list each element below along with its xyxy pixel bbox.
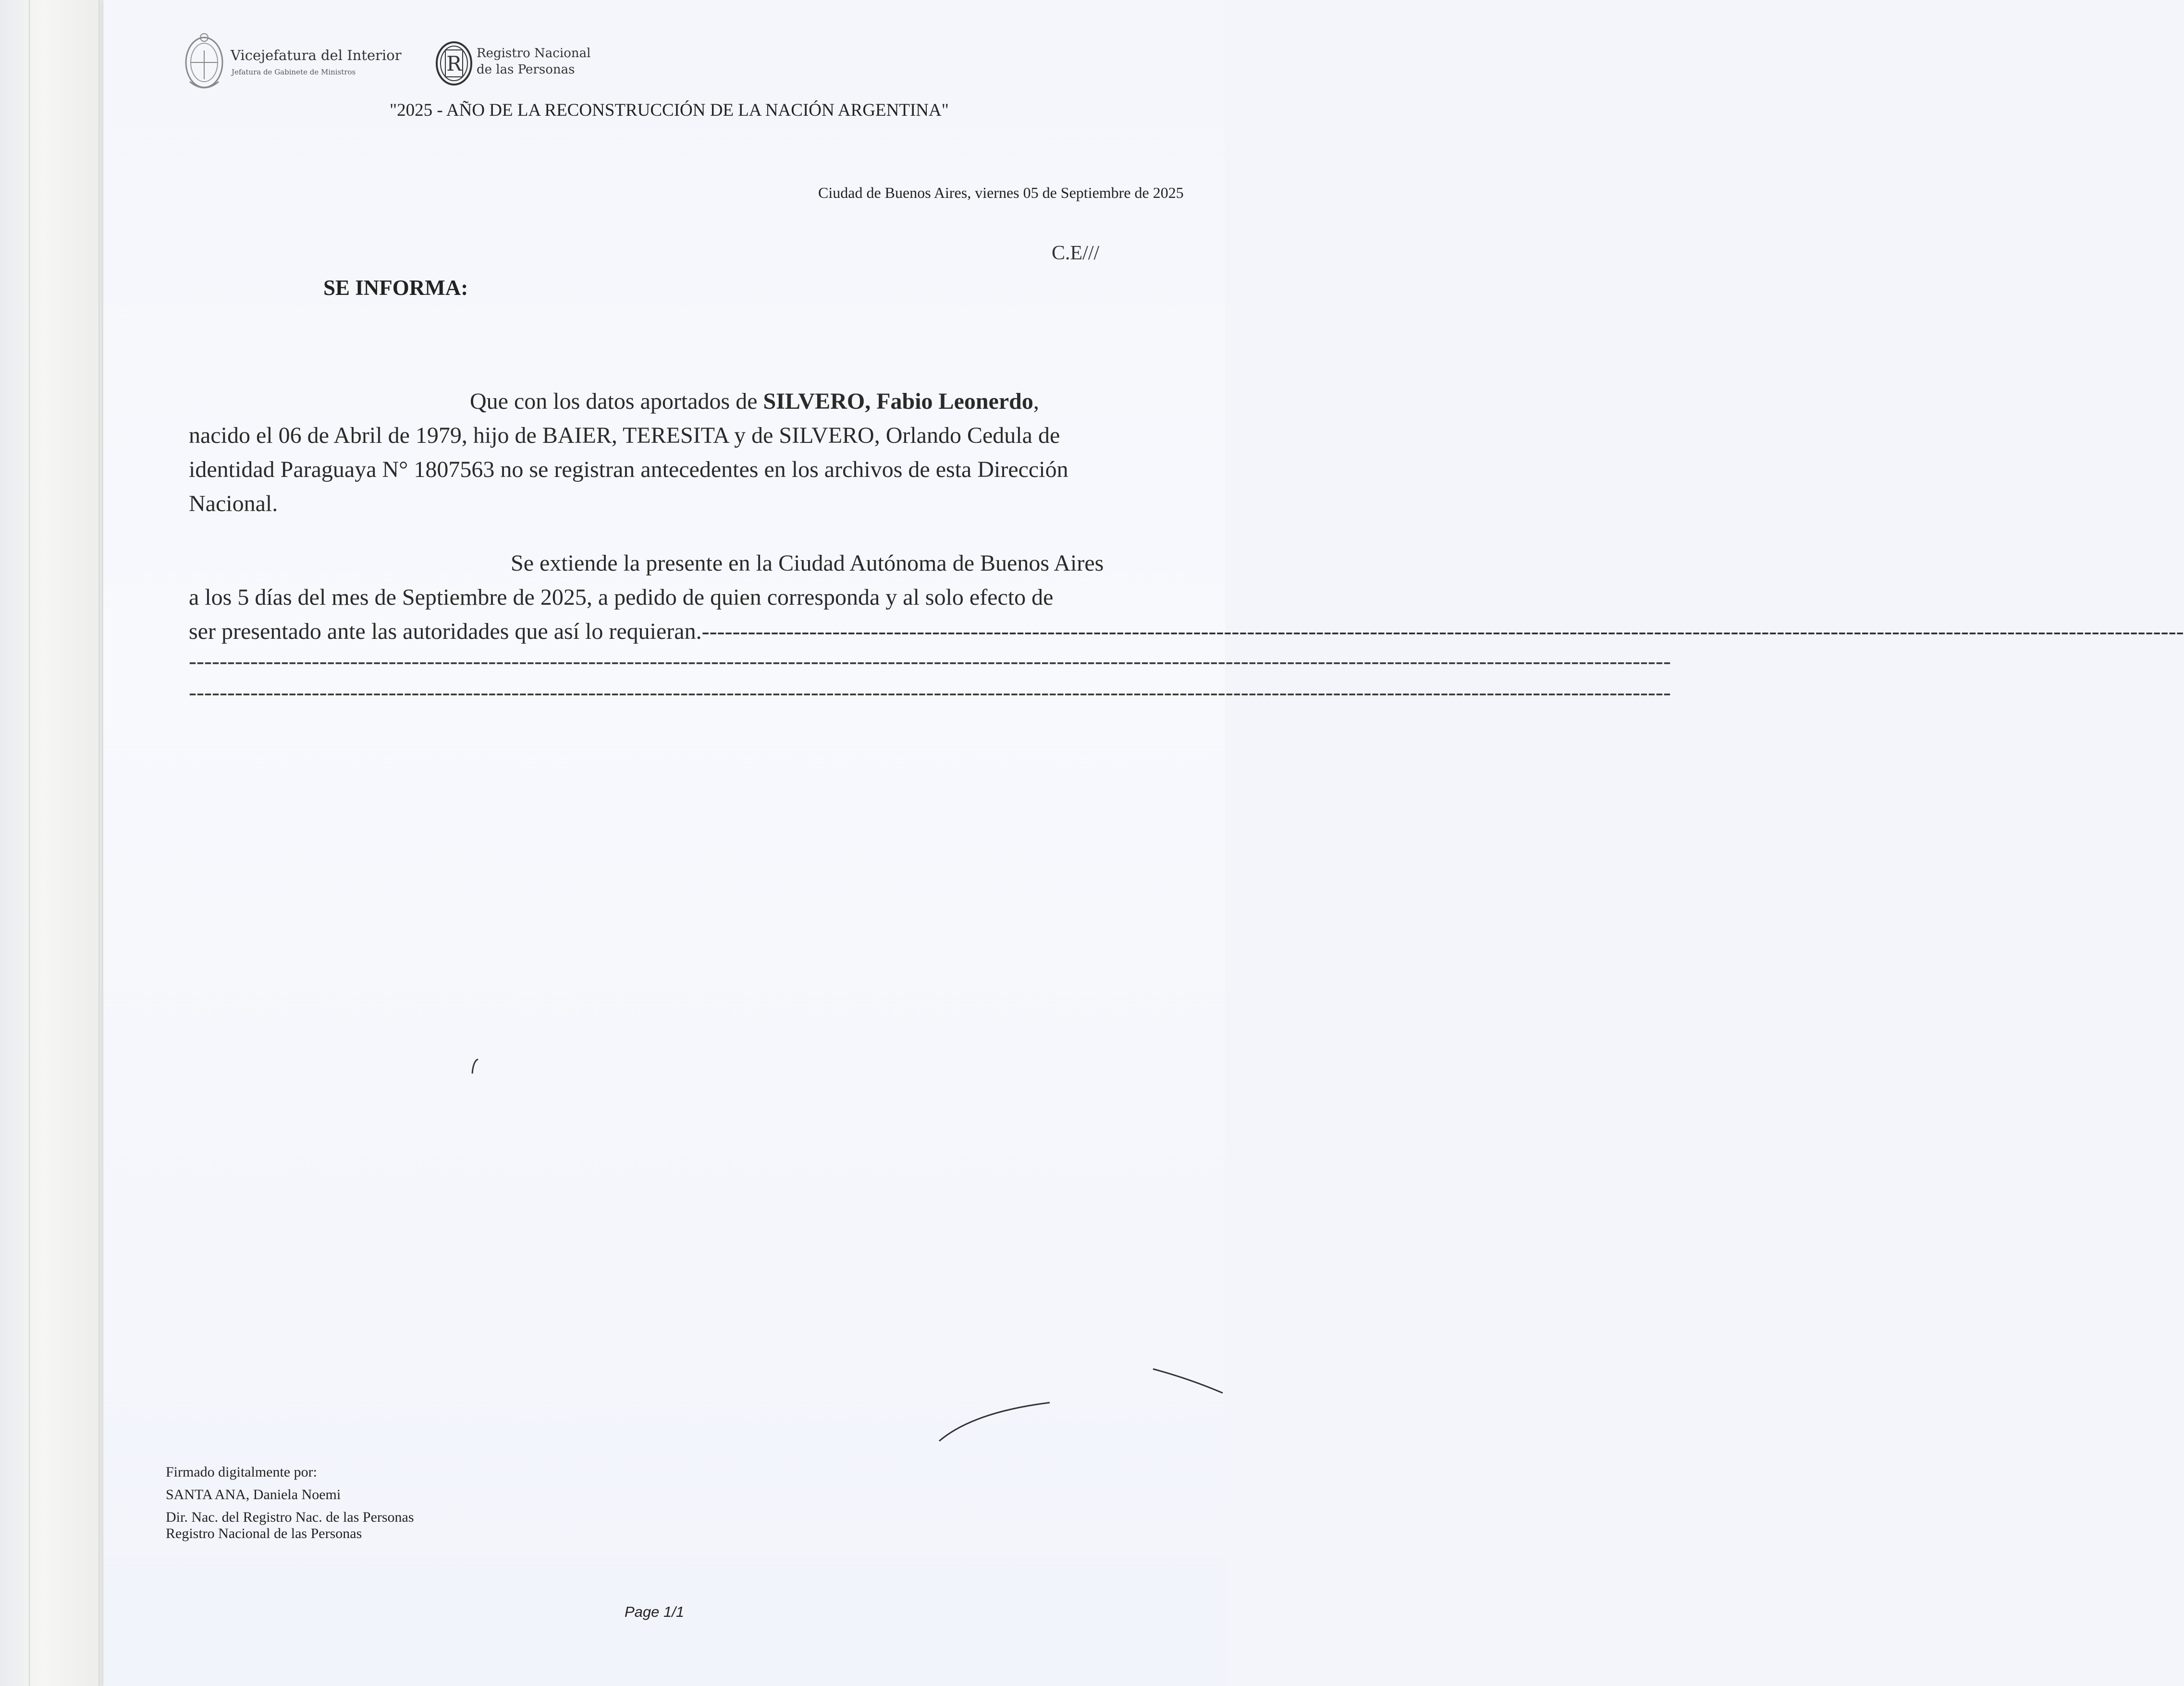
registry-name-line1: Registro Nacional: [477, 46, 591, 61]
dash-fill: -------------------------------------------------------------------------------------------------------------------------------------------------------------------------------------------------: [701, 619, 2184, 644]
paragraph-1-line-2: nacido el 06 de Abril de 1979, hijo de BAIER, TERESITA y de SILVERO, Orlando Cedula de: [189, 423, 1060, 448]
coat-of-arms-icon: [180, 29, 228, 96]
pen-mark: [1151, 1364, 1227, 1403]
svg-text:R: R: [446, 52, 462, 75]
subject-name: SILVERO, Fabio Leonerdo: [763, 389, 1033, 414]
reference-code: C.E///: [1052, 242, 1100, 264]
body-text: ,: [1033, 389, 1039, 414]
paragraph-2-line-1: Se extiende la presente en la Ciudad Autónoma de Buenos Aires: [511, 550, 1104, 576]
dash-rule: -------------------------------------------------------------------------------------------------------------------------------------------------------------------------------------------------: [189, 680, 1671, 705]
signer-organization: Registro Nacional de las Personas: [166, 1526, 362, 1541]
agency-subtitle: Jefatura de Gabinete de Ministros: [232, 68, 356, 76]
year-motto: "2025 - AÑO DE LA RECONSTRUCCIÓN DE LA NACIÓN ARGENTINA": [390, 100, 949, 120]
paragraph-2-line-2: a los 5 días del mes de Septiembre de 2025, a pedido de quien corresponda y al solo efecto de: [189, 585, 1054, 610]
dash-rule: -------------------------------------------------------------------------------------------------------------------------------------------------------------------------------------------------: [189, 648, 1671, 674]
body-text: Que con los datos aportados de: [470, 389, 763, 414]
dateline: Ciudad de Buenos Aires, viernes 05 de Septiembre de 2025: [818, 184, 1184, 201]
document-heading: SE INFORMA:: [323, 276, 468, 300]
document-page: [103, 0, 2184, 1686]
paragraph-2-line-3: [189, 614, 2184, 648]
signer-title: Dir. Nac. del Registro Nac. de las Personas: [166, 1509, 414, 1525]
page-number: Page 1/1: [625, 1603, 685, 1620]
signer-name: SANTA ANA, Daniela Noemi: [166, 1487, 341, 1503]
pen-mark: [459, 1054, 497, 1083]
pen-mark: [934, 1393, 1059, 1451]
registry-name-line2: de las Personas: [477, 62, 575, 77]
renaper-r-icon: [435, 40, 473, 86]
paragraph-1-line-1: [470, 384, 1039, 418]
agency-title: Vicejefatura del Interior: [231, 47, 402, 63]
signature-label: Firmado digitalmente por:: [166, 1464, 317, 1480]
body-text: ser presentado ante las autoridades que así lo requieran.: [189, 619, 702, 644]
sheet-edge: [98, 0, 100, 1686]
paragraph-1-line-3: identidad Paraguaya N° 1807563 no se registran antecedentes en los archivos de esta Dirección: [189, 457, 1068, 482]
scanned-back-sheet: [0, 0, 106, 1686]
paragraph-1-line-4: Nacional.: [189, 491, 278, 516]
sheet-edge: [29, 0, 30, 1686]
